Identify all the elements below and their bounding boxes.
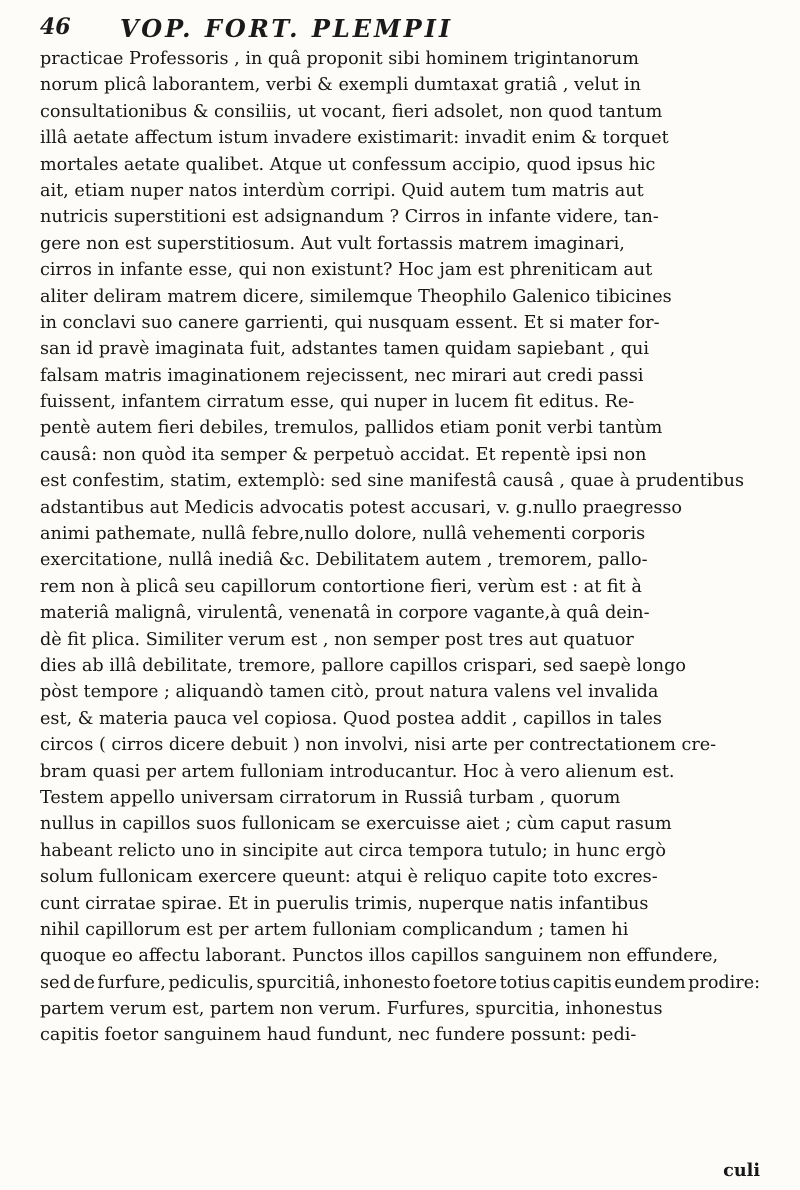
- page-header: [40, 14, 760, 46]
- text-line: pentè autem fieri debiles, tremulos, pallidos etiam ponit verbi tantùm: [40, 418, 663, 439]
- running-head: VOP. FORT. PLEMPII: [120, 14, 454, 43]
- text-line: pòst tempore ; aliquandò tamen citò, prout natura valens vel invalida: [40, 682, 659, 703]
- text-line: solum fullonicam exercere queunt: atqui è reliquo capite toto excres-: [40, 867, 658, 888]
- text-line: Testem appello universam cirratorum in Russiâ turbam , quorum: [40, 787, 621, 808]
- text-line: nutricis superstitioni est adsignandum ? Cirros in infante videre, tan-: [40, 207, 659, 228]
- text-line: exercitatione, nullâ inediâ &c. Debilitatem autem , tremorem, pallo-: [40, 550, 648, 571]
- text-line: adstantibus aut Medicis advocatis potest accusari, v. g.nullo praegresso: [40, 497, 683, 518]
- text-line: aliter deliram matrem dicere, similemque Theophilo Galenico tibicines: [40, 286, 672, 307]
- text-line: habeant relicto uno in sincipite aut circa tempora tutulo; in hunc ergò: [40, 840, 667, 861]
- text-line: rem non à plicâ seu capillorum contortione fieri, verùm est : at fit à: [40, 576, 642, 597]
- text-line: dè fit plica. Similiter verum est , non semper post tres aut quatuor: [40, 629, 634, 650]
- page-number: 46: [40, 14, 71, 40]
- text-line: materiâ malignâ, virulentâ, venenatâ in corpore vagante,à quâ dein-: [40, 603, 650, 624]
- text-line: norum plicâ laborantem, verbi & exempli dumtaxat gratiâ , velut in: [40, 75, 641, 96]
- text-line: circos ( cirros dicere debuit ) non involvi, nisi arte per contrectationem cre-: [40, 735, 717, 756]
- text-line: fuissent, infantem cirratum esse, qui nuper in lucem fit editus. Re-: [40, 392, 635, 413]
- text-line: sed de furfure, pediculis, spurcitiâ, inhonesto foetore totius capitis eundem prodire:: [40, 972, 760, 993]
- catchword: culi: [723, 1160, 760, 1181]
- text-line: mortales aetate qualibet. Atque ut confessum accipio, quod ipsus hic: [40, 154, 656, 175]
- text-line: falsam matris imaginationem rejecissent, nec mirari aut credi passi: [40, 365, 644, 386]
- text-line: in conclavi suo canere garrienti, qui nusquam essent. Et si mater for-: [40, 312, 660, 333]
- text-line: consultationibus & consiliis, ut vocant, fieri adsolet, non quod tantum: [40, 101, 663, 122]
- text-line: san id pravè imaginata fuit, adstantes tamen quidam sapiebant , qui: [40, 339, 649, 360]
- text-line: bram quasi per artem fulloniam introducantur. Hoc à vero alienum est.: [40, 761, 675, 782]
- text-line: ait, etiam nuper natos interdùm corripi. Quid autem tum matris aut: [40, 180, 644, 201]
- text-line: dies ab illâ debilitate, tremore, pallore capillos crispari, sed saepè longo: [40, 655, 686, 676]
- text-line: causâ: non quòd ita semper & perpetuò accidat. Et repentè ipsi non: [40, 444, 647, 465]
- text-line: quoque eo affectu laborant. Punctos illos capillos sanguinem non effundere,: [40, 946, 719, 967]
- text-line: practicae Professoris , in quâ proponit sibi hominem trigintanorum: [40, 49, 639, 69]
- text-line: illâ aetate affectum istum invadere existimarit: invadit enim & torquet: [40, 128, 669, 149]
- text-line: est confestim, statim, extemplò: sed sine manifestâ causâ , quae à prudentibus: [40, 471, 745, 492]
- text-line: cunt cirratae spirae. Et in puerulis trimis, nuperque natis infantibus: [40, 893, 649, 914]
- text-line: animi pathemate, nullâ febre,nullo dolore, nullâ vehementi corporis: [40, 524, 646, 545]
- text-line: nullus in capillos suos fullonicam se exercuisse aiet ; cùm caput rasum: [40, 814, 672, 835]
- text-line: partem verum est, partem non verum. Furfures, spurcitia, inhonestus: [40, 999, 663, 1020]
- text-line: est, & materia pauca vel copiosa. Quod postea addit , capillos in tales: [40, 708, 662, 729]
- text-line: cirros in infante esse, qui non existunt? Hoc jam est phreniticam aut: [40, 260, 653, 281]
- text-line: nihil capillorum est per artem fulloniam complicandum ; tamen hi: [40, 919, 629, 940]
- text-line: capitis foetor sanguinem haud fundunt, nec fundere possunt: pedi-: [40, 1025, 637, 1046]
- text-line: gere non est superstitiosum. Aut vult fortassis matrem imaginari,: [40, 233, 625, 254]
- body-text: [40, 46, 760, 1049]
